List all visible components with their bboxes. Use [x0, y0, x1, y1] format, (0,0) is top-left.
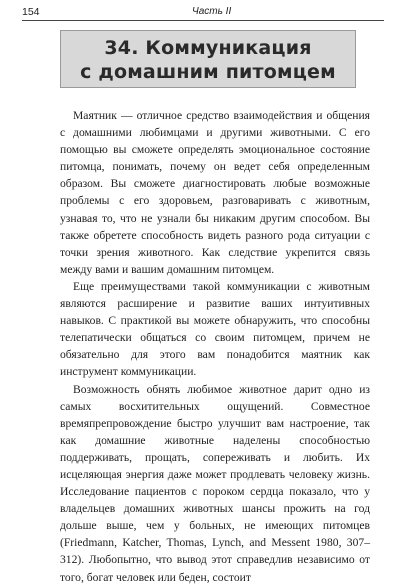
- chapter-title-line-1: 34. Коммуникация: [104, 37, 312, 59]
- paragraph-3: Возможность обнять любимое животное дарит одно из самых восхитительных ощущений. Совместное времяпрепровождение быстро улучшит вам настроение, так как домашние животные наделены способностью поддерживать, прощать, сопереживать и любить. Их исцеляющая энергия даже может продлевать человеку жизнь. Исследование пациентов с пороком сердца показало, что у владельцев домашних животных шансы прожить на год дольше выше, чем у больных, не имеющих питомцев (Friedmann, Katcher, Thomas, Lynch, and Messent 1980, 307–312). Любопытно, что вывод этот справедлив независимо от того, богат человек или беден, состоит: [60, 382, 370, 584]
- running-head: [22, 4, 384, 20]
- header-divider: [22, 20, 384, 21]
- chapter-title-line-2: с домашним питомцем: [80, 61, 336, 83]
- part-label: Часть II: [192, 6, 232, 17]
- page-number: 154: [22, 6, 40, 18]
- paragraph-1: Маятник — отличное средство взаимодействия и общения с домашними любимцами и другими животными. С его помощью вы сможете определять эмоциональное состояние питомца, понимать, почему он ведет себя определенным образом. Вы сможете диагностировать любые возможные проблемы с его здоровьем, разговаривать с животным, узнавая то, что не узнали бы никаким другим способом. Вы также обретете способность видеть разного рода ситуации с точки зрения животного. Как следствие укрепится связь между вами и вашим домашним питомцем.: [60, 109, 370, 276]
- body-text: [60, 107, 370, 586]
- chapter-title: [61, 31, 355, 84]
- paragraph-2: Еще преимуществами такой коммуникации с животным являются расширение и развитие ваших интуитивных навыков. С практикой вы можете обнаружить, что способны телепатически общаться со своим питомцем, причем не обязательно для этого вам понадобится маятник как инструмент коммуникации.: [60, 279, 370, 379]
- chapter-heading-box: [60, 30, 356, 88]
